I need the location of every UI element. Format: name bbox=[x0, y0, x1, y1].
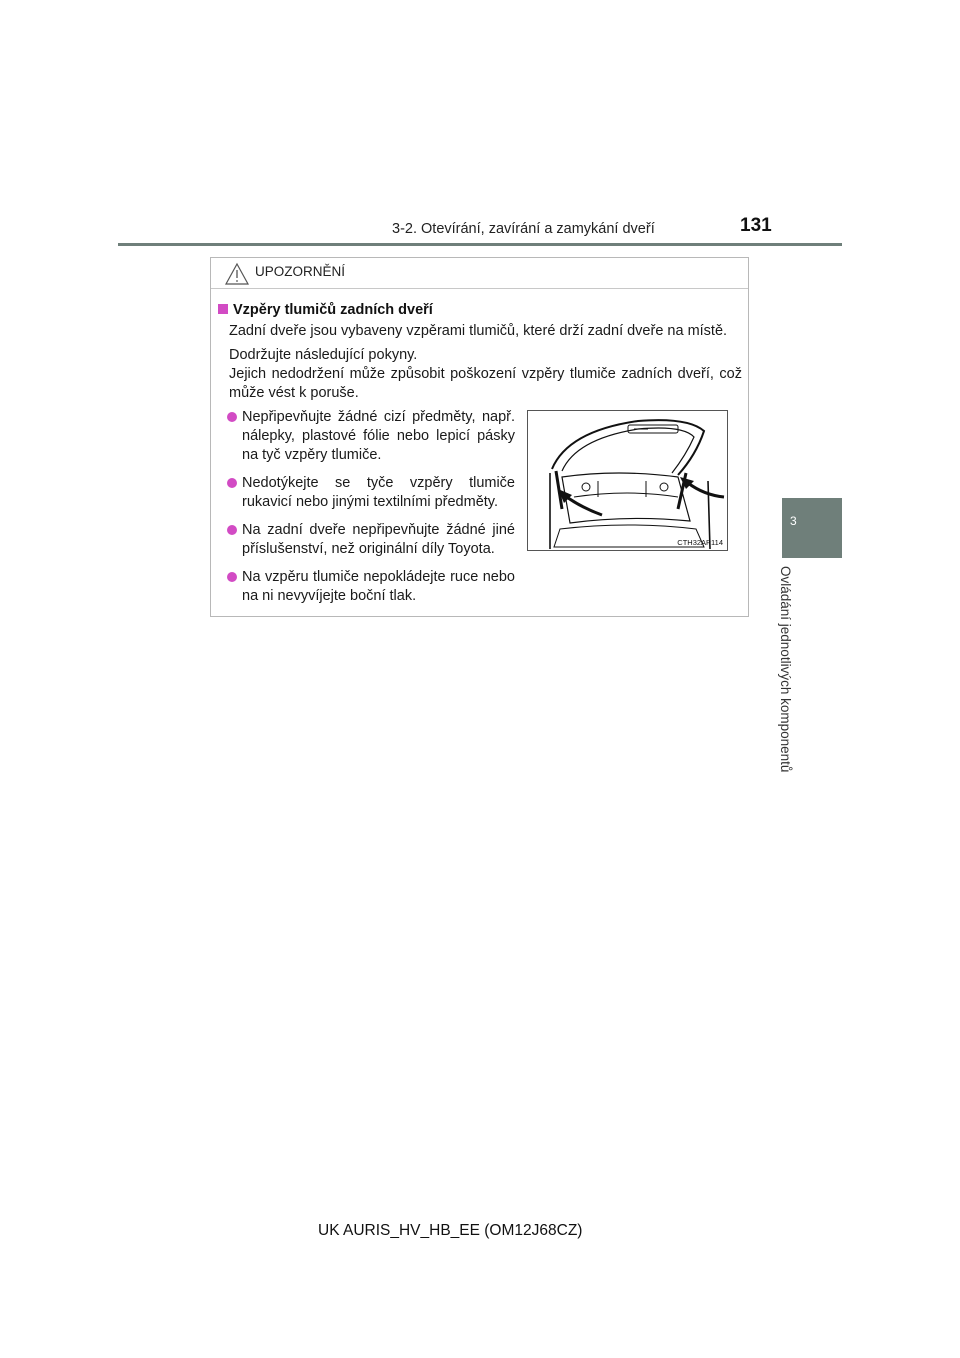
tailgate-strut-illustration bbox=[527, 410, 728, 551]
bullet-dot-icon bbox=[227, 525, 237, 535]
bullet-text: Nedotýkejte se tyče vzpěry tlumiče rukavicí nebo jinými textilními předměty. bbox=[242, 475, 515, 510]
subsection-heading-text: Vzpěry tlumičů zadních dveří bbox=[233, 302, 433, 318]
warning-paragraph: Dodržujte následující pokyny. bbox=[229, 347, 418, 363]
section-header: 3-2. Otevírání, zavírání a zamykání dveří bbox=[392, 221, 655, 237]
bullet-text: Nepřipevňujte žádné cizí předměty, např. nálepky, plastové fólie nebo lepicí pásky na tyč vzpěry tlumiče. bbox=[242, 409, 515, 463]
bullet-dot-icon bbox=[227, 478, 237, 488]
warning-box bbox=[210, 257, 749, 617]
chapter-number: 3 bbox=[790, 514, 797, 528]
document-code: UK AURIS_HV_HB_EE (OM12J68CZ) bbox=[318, 1222, 583, 1239]
warning-paragraph: Jejich nedodržení může způsobit poškození vzpěry tlumiče zadních dveří, což může vést k poruše. bbox=[229, 366, 742, 401]
chapter-tab bbox=[782, 498, 842, 558]
chapter-title: Ovládání jednotlivých komponentů bbox=[778, 566, 793, 773]
warning-bullet-list bbox=[225, 408, 515, 615]
bullet-item bbox=[225, 408, 515, 465]
warning-paragraph: Zadní dveře jsou vybaveny vzpěrami tlumičů, které drží zadní dveře na místě. bbox=[229, 323, 728, 339]
warning-header bbox=[211, 258, 748, 289]
bullet-text: Na vzpěru tlumiče nepokládejte ruce nebo na ni nevyvíjejte boční tlak. bbox=[242, 569, 515, 604]
chapter-caption bbox=[778, 566, 810, 786]
bullet-dot-icon bbox=[227, 412, 237, 422]
bullet-item bbox=[225, 521, 515, 559]
bullet-text: Na zadní dveře nepřipevňujte žádné jiné příslušenství, než originální díly Toyota. bbox=[242, 522, 515, 557]
bullet-item bbox=[225, 474, 515, 512]
page-number: 131 bbox=[740, 215, 772, 236]
warning-title: UPOZORNĚNÍ bbox=[255, 264, 346, 279]
figure-code: CTH32AP114 bbox=[677, 538, 723, 547]
header-divider bbox=[118, 243, 842, 246]
square-bullet-icon bbox=[218, 304, 228, 314]
warning-triangle-icon bbox=[224, 262, 250, 286]
tailgate-drawing bbox=[528, 411, 728, 551]
bullet-dot-icon bbox=[227, 572, 237, 582]
bullet-item bbox=[225, 568, 515, 606]
subsection-heading bbox=[218, 302, 433, 318]
